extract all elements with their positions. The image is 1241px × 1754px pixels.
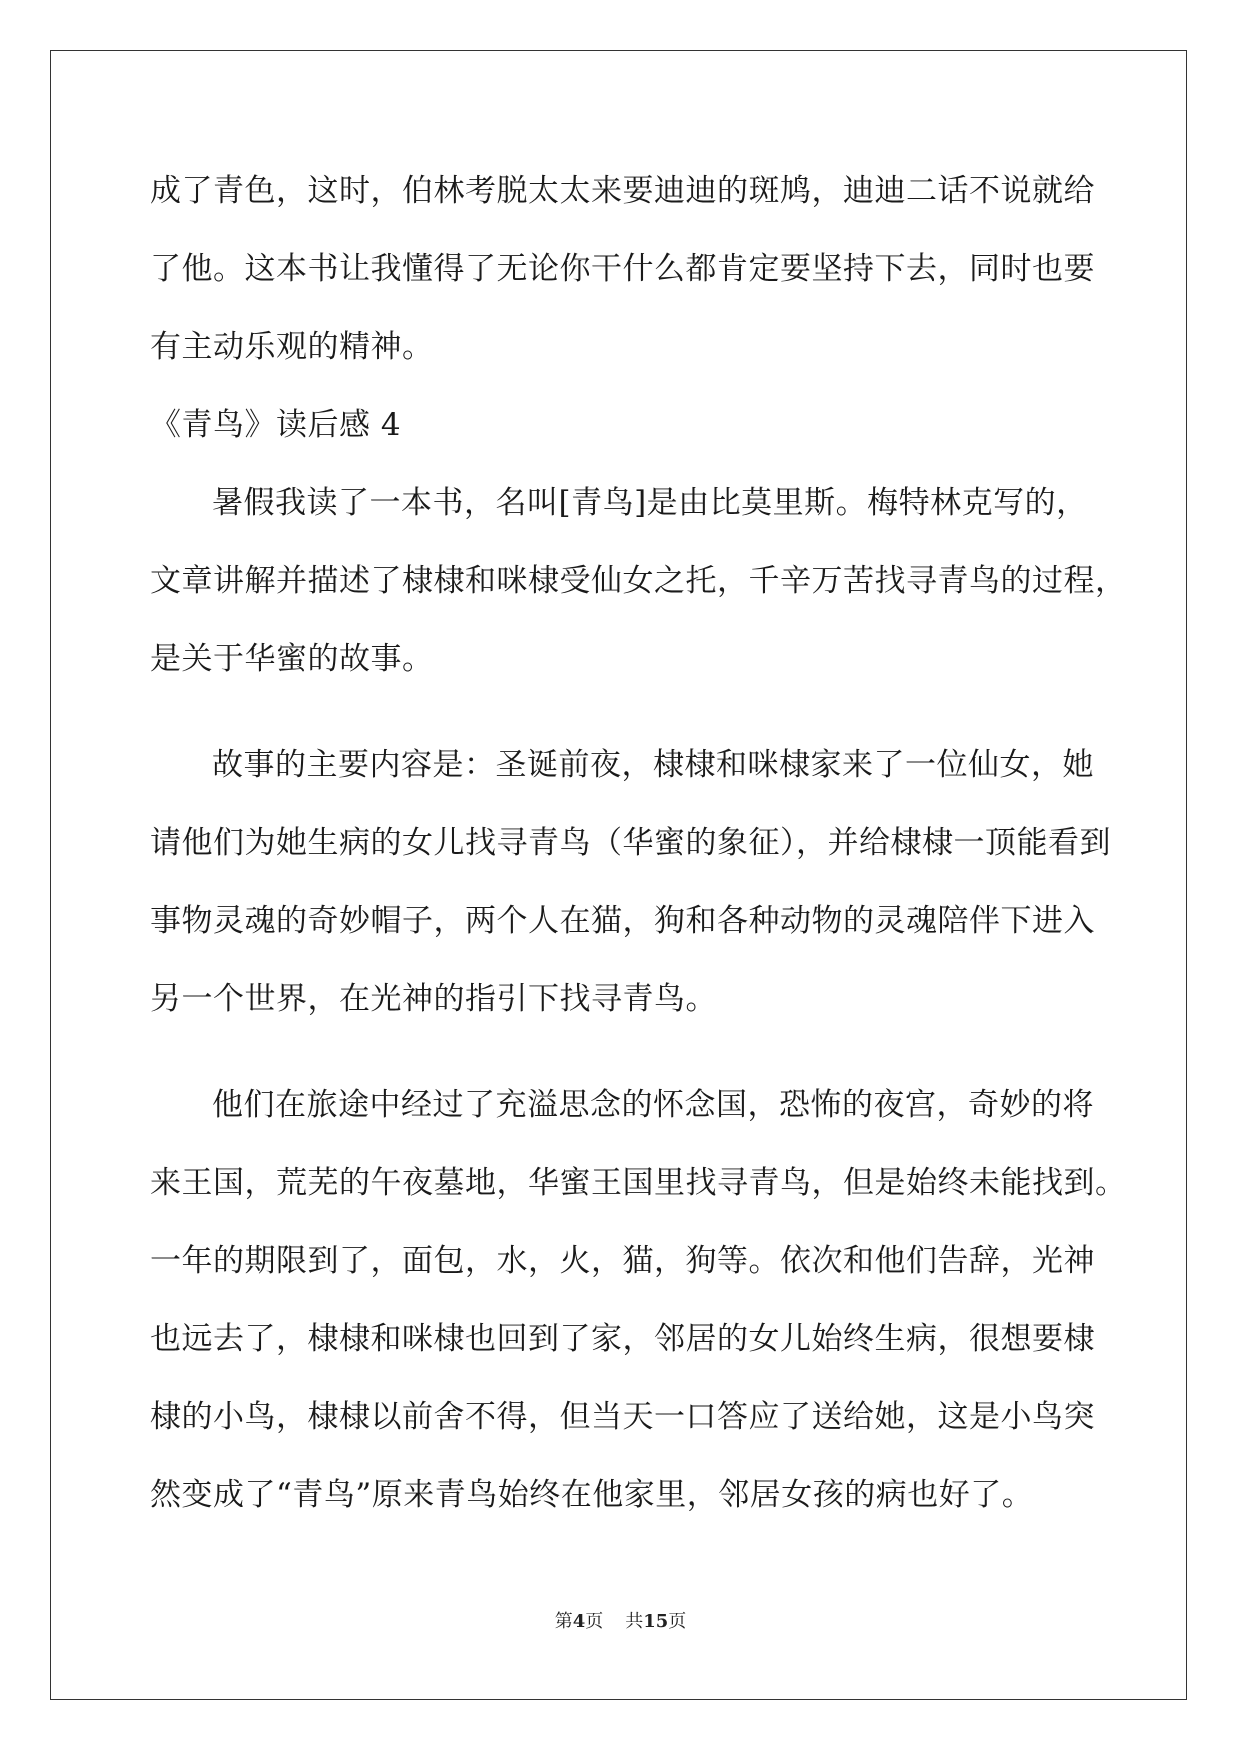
paragraph-first-line: 他们在旅途中经过了充溢思念的怀念国，恐怖的夜宫，奇妙的将 [212,1087,1094,1123]
section-heading: 《青鸟》读后感 4 [150,407,402,443]
page-border [50,50,1187,1700]
paragraph-first-line: 故事的主要内容是：圣诞前夜，棣棣和咪棣家来了一位仙女，她 [212,747,1094,783]
body-line: 一年的期限到了，面包，水，火，猫，狗等。依次和他们告辞，光神 [150,1243,1095,1279]
page-total: 15 [643,1611,669,1632]
body-line: 成了青色，这时，伯林考脱太太来要迪迪的斑鸠，迪迪二话不说就给 [150,173,1095,209]
body-line: 了他。这本书让我懂得了无论你干什么都肯定要坚持下去，同时也要 [150,251,1095,287]
total-prefix: 共 [625,1611,644,1632]
page-footer [0,1610,1241,1634]
body-line: 来王国，荒芜的午夜墓地，华蜜王国里找寻青鸟，但是始终未能找到。 [150,1165,1127,1201]
total-suffix: 页 [668,1611,687,1632]
body-line: 是关于华蜜的故事。 [150,641,434,677]
body-line: 也远去了，棣棣和咪棣也回到了家，邻居的女儿始终生病，很想要棣 [150,1321,1095,1357]
body-line: 事物灵魂的奇妙帽子，两个人在猫，狗和各种动物的灵魂陪伴下进入 [150,903,1095,939]
page-current: 4 [572,1611,586,1632]
body-line: 有主动乐观的精神。 [150,329,434,365]
body-line: 另一个世界，在光神的指引下找寻青鸟。 [150,981,717,1017]
page-suffix: 页 [585,1611,604,1632]
body-line: 然变成了“青鸟”原来青鸟始终在他家里，邻居女孩的病也好了。 [150,1477,1034,1513]
body-line: 请他们为她生病的女儿找寻青鸟（华蜜的象征），并给棣棣一顶能看到 [150,825,1111,861]
paragraph-first-line: 暑假我读了一本书，名叫[青鸟]是由比莫里斯。梅特林克写的， [212,485,1088,521]
body-line: 文章讲解并描述了棣棣和咪棣受仙女之托，千辛万苦找寻青鸟的过程， [150,563,1127,599]
page-prefix: 第 [554,1611,573,1632]
body-line: 棣的小鸟，棣棣以前舍不得，但当天一口答应了送给她，这是小鸟突 [150,1399,1095,1435]
